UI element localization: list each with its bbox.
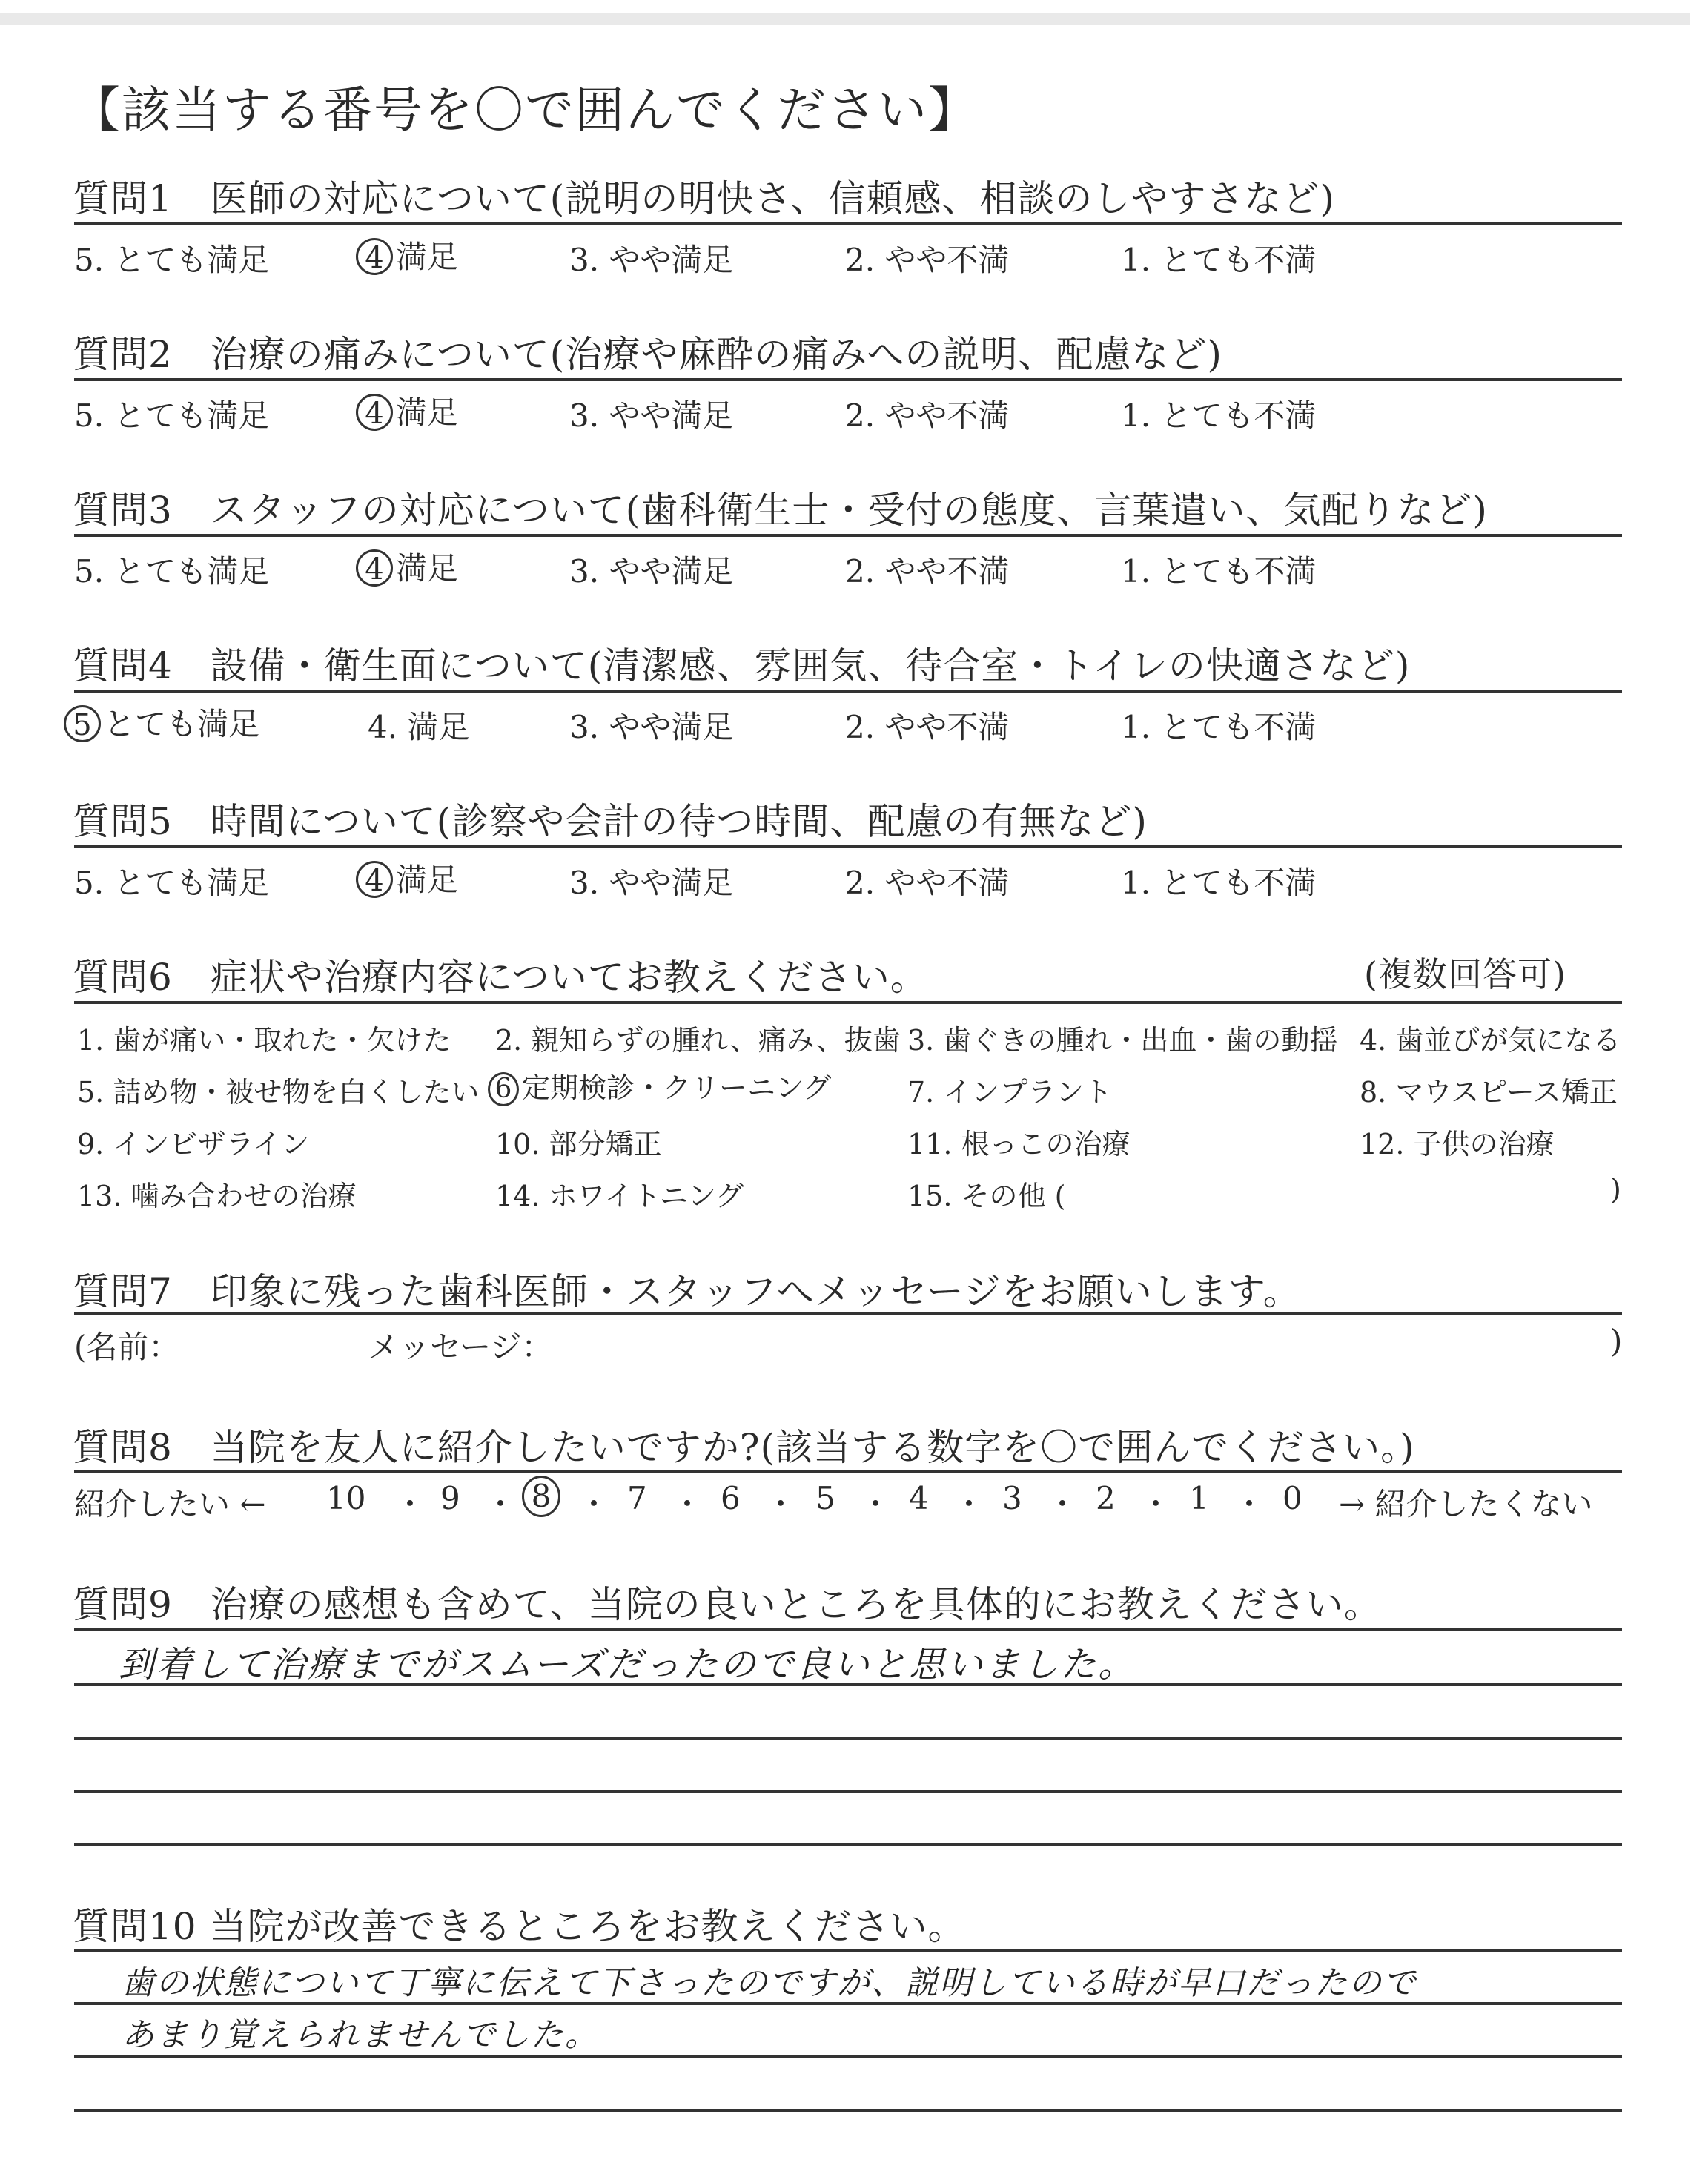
q4-option-4[interactable]: 4. 満足	[368, 709, 470, 745]
q8-dot: ・	[1047, 1486, 1079, 1522]
q6-item-4[interactable]: 4. 歯並びが気になる	[1360, 1024, 1621, 1057]
q10-line-3	[74, 2055, 1622, 2058]
selection-circle: 4	[356, 861, 393, 898]
selection-circle: 6	[488, 1072, 519, 1106]
q8-right-label: → 紹介したくない	[1339, 1486, 1593, 1522]
q4-option-2[interactable]: 2. やや不満	[845, 709, 1010, 745]
selection-circle: 4	[356, 549, 393, 587]
q8-left-label: 紹介したい ←	[74, 1486, 266, 1522]
q7-message-label: メッセージ：	[368, 1329, 553, 1365]
q8-dot: ・	[765, 1486, 797, 1522]
q9-line-2	[74, 1683, 1622, 1686]
q1-rule	[74, 222, 1622, 225]
q6-rule	[74, 1001, 1622, 1004]
q1-title: 質問1 医師の対応について(説明の明快さ、信頼感、相談のしやすさなど)	[73, 177, 1335, 220]
q7-title: 質問7 印象に残った歯科医師・スタッフへメッセージをお願いします。	[73, 1270, 1301, 1313]
q8-dot: ・	[953, 1486, 985, 1522]
q6-title: 質問6 症状や治療内容についてお教えください。	[73, 956, 928, 999]
q9-line-5	[74, 1843, 1622, 1846]
q6-item-8[interactable]: 8. マウスピース矯正	[1360, 1076, 1618, 1109]
q8-scale-0[interactable]: 0	[1282, 1480, 1302, 1516]
q6-item-12[interactable]: 12. 子供の治療	[1360, 1128, 1555, 1160]
q9-handwritten-answer: 到着して治療までがスムーズだったので良いと思いました。	[119, 1644, 1136, 1685]
q7-name-label: (名前：	[74, 1329, 180, 1365]
q7-rule	[74, 1312, 1622, 1315]
q6-item-10[interactable]: 10. 部分矯正	[495, 1128, 662, 1160]
q5-option-1[interactable]: 1. とても不満	[1121, 865, 1317, 901]
q2-option-5[interactable]: 5. とても満足	[74, 397, 270, 434]
q1-option-5[interactable]: 5. とても満足	[74, 242, 270, 278]
selection-circle: 8	[522, 1476, 560, 1517]
q6-item-9[interactable]: 9. インビザライン	[77, 1128, 310, 1160]
q9-line-1	[74, 1628, 1622, 1631]
q6-item-11[interactable]: 11. 根っこの治療	[907, 1128, 1131, 1160]
q9-title: 質問9 治療の感想も含めて、当院の良いところを具体的にお教えください。	[73, 1583, 1382, 1626]
q3-option-1[interactable]: 1. とても不満	[1121, 553, 1317, 589]
q8-scale-5[interactable]: 5	[815, 1480, 835, 1516]
q4-option-5-label: とても満足	[104, 706, 260, 742]
selection-circle: 4	[356, 394, 393, 431]
q2-rule	[74, 378, 1622, 381]
q1-option-1[interactable]: 1. とても不満	[1121, 242, 1317, 278]
q8-scale-1[interactable]: 1	[1189, 1480, 1209, 1516]
q10-line-2	[74, 2002, 1622, 2005]
q6-item-3[interactable]: 3. 歯ぐきの腫れ・出血・歯の動揺	[907, 1024, 1338, 1057]
q2-option-1[interactable]: 1. とても不満	[1121, 397, 1317, 434]
q6-item-6-label: 定期検診・クリーニング	[522, 1071, 832, 1104]
q8-scale-6[interactable]: 6	[721, 1480, 741, 1516]
q5-option-4-selected[interactable]	[356, 856, 458, 900]
q2-option-3[interactable]: 3. やや満足	[569, 397, 734, 434]
q8-scale-7[interactable]: 7	[627, 1480, 647, 1516]
q2-option-4-selected[interactable]	[356, 389, 458, 433]
q8-scale-2[interactable]: 2	[1096, 1480, 1116, 1516]
q4-rule	[74, 690, 1622, 693]
q6-item-5[interactable]: 5. 詰め物・被せ物を白くしたい	[77, 1076, 480, 1109]
q5-option-4-label: 満足	[396, 862, 459, 898]
q4-option-3[interactable]: 3. やや満足	[569, 709, 734, 745]
q5-title: 質問5 時間について(診察や会計の待つ時間、配慮の有無など)	[73, 800, 1148, 843]
q3-title: 質問3 スタッフの対応について(歯科衛生士・受付の態度、言葉遣い、気配りなど)	[73, 489, 1488, 532]
q10-line-1	[74, 1949, 1622, 1952]
q2-title: 質問2 治療の痛みについて(治療や麻酔の痛みへの説明、配慮など)	[73, 333, 1222, 376]
q4-option-1[interactable]: 1. とても不満	[1121, 709, 1317, 745]
q1-option-2[interactable]: 2. やや不満	[845, 242, 1010, 278]
q10-title: 質問10 当院が改善できるところをお教えください。	[73, 1905, 966, 1948]
q3-option-4-selected[interactable]	[356, 544, 458, 589]
q8-dot: ・	[394, 1486, 426, 1522]
q5-option-2[interactable]: 2. やや不満	[845, 865, 1010, 901]
q8-scale-4[interactable]: 4	[909, 1480, 929, 1516]
q3-option-4-label: 満足	[396, 550, 459, 587]
q6-item-2[interactable]: 2. 親知らずの腫れ、痛み、抜歯	[495, 1024, 901, 1057]
q8-dot: ・	[860, 1486, 892, 1522]
q8-dot: ・	[1234, 1486, 1265, 1522]
selection-circle: 5	[64, 705, 101, 742]
q5-rule	[74, 845, 1622, 848]
q6-multiple-note: (複数回答可)	[1364, 954, 1566, 994]
q6-item-15-close: )	[1610, 1173, 1621, 1206]
q4-title: 質問4 設備・衛生面について(清潔感、雰囲気、待合室・トイレの快適さなど)	[73, 644, 1411, 687]
q8-dot: ・	[1140, 1486, 1172, 1522]
q7-close: )	[1610, 1323, 1623, 1359]
q8-scale-10[interactable]: 10	[326, 1480, 366, 1516]
page-header: 【該当する番号を〇で囲んでください】	[71, 82, 979, 139]
q6-item-7[interactable]: 7. インプラント	[907, 1076, 1113, 1109]
q3-option-3[interactable]: 3. やや満足	[569, 553, 734, 589]
q2-option-4-label: 満足	[396, 394, 459, 431]
q2-option-2[interactable]: 2. やや不満	[845, 397, 1010, 434]
q4-option-5-selected[interactable]	[64, 700, 259, 744]
q6-item-6-selected[interactable]	[488, 1065, 831, 1106]
q9-line-4	[74, 1790, 1622, 1793]
q3-option-5[interactable]: 5. とても満足	[74, 553, 270, 589]
q8-title: 質問8 当院を友人に紹介したいですか?(該当する数字を〇で囲んでください。)	[73, 1426, 1415, 1469]
q6-item-15[interactable]: 15. その他 (	[907, 1180, 1066, 1212]
q6-item-1[interactable]: 1. 歯が痛い・取れた・欠けた	[77, 1024, 451, 1057]
q1-option-4-label: 満足	[396, 239, 459, 275]
q9-line-3	[74, 1737, 1622, 1740]
q10-handwritten-answer-line-1: 歯の状態について丁寧に伝えて下さったのですが、説明している時が早口だったので	[122, 1964, 1417, 2002]
q8-scale-3[interactable]: 3	[1002, 1480, 1022, 1516]
q10-line-4	[74, 2109, 1622, 2112]
q10-handwritten-answer-line-2: あまり覚えられませんでした。	[122, 2016, 599, 2054]
selection-circle: 4	[356, 238, 393, 275]
q8-scale-9[interactable]: 9	[440, 1480, 460, 1516]
q6-item-13[interactable]: 13. 噛み合わせの治療	[77, 1180, 357, 1212]
q3-rule	[74, 534, 1622, 537]
q8-scale-8-selected[interactable]	[522, 1476, 560, 1517]
q8-dot: ・	[485, 1486, 517, 1522]
q6-item-14[interactable]: 14. ホワイトニング	[495, 1180, 744, 1212]
q8-dot: ・	[578, 1486, 610, 1522]
q8-dot: ・	[672, 1486, 704, 1522]
scan-edge	[0, 13, 1690, 25]
q1-option-3[interactable]: 3. やや満足	[569, 242, 734, 278]
q5-option-5[interactable]: 5. とても満足	[74, 865, 270, 901]
q8-rule	[74, 1470, 1622, 1473]
q5-option-3[interactable]: 3. やや満足	[569, 865, 734, 901]
q1-option-4-selected[interactable]	[356, 233, 458, 277]
q3-option-2[interactable]: 2. やや不満	[845, 553, 1010, 589]
